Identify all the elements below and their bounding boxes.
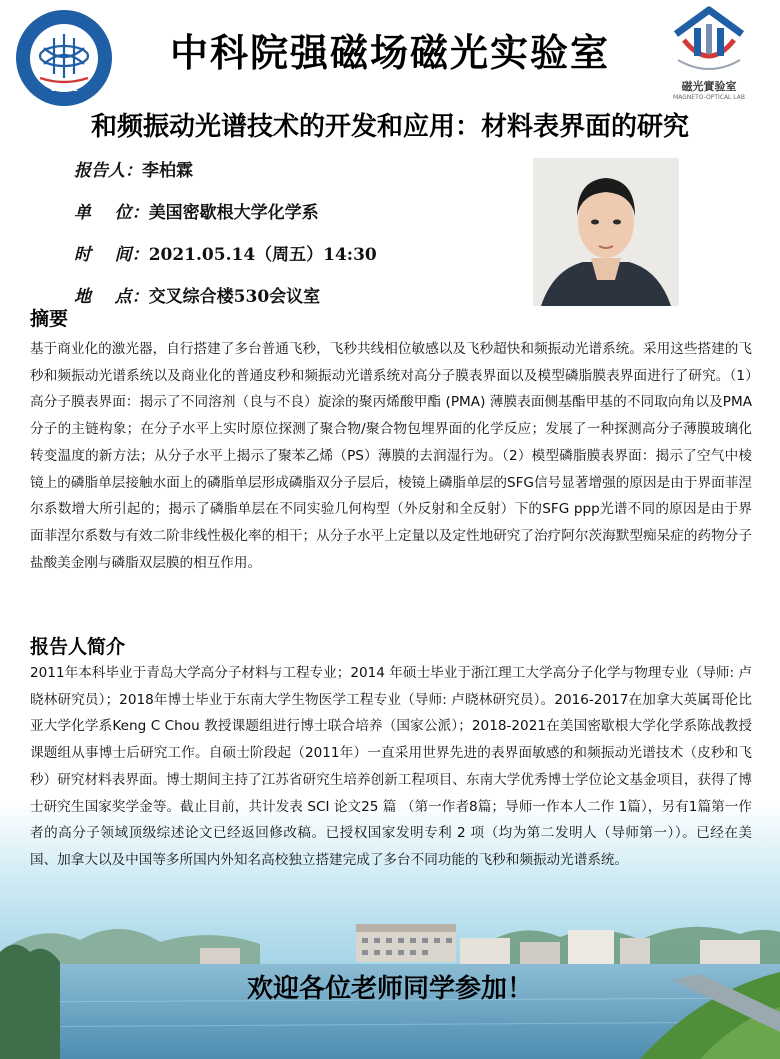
magneto-optical-lab-label: 磁光實验室 [681,80,737,93]
chmfl-logo [14,8,114,108]
magneto-optical-lab-sub: MAGNETO-OPTICAL LAB [672,94,745,101]
speaker-photo [533,158,679,306]
speaker-name: 李柏霖 [142,161,193,181]
unit-label: 单 位： [74,203,149,223]
time-row [74,240,377,265]
place-label: 地 点： [74,287,149,307]
talk-title: 和频振动光谱技术的开发和应用：材料表界面的研究 [90,112,689,142]
time-label: 时 间： [74,245,149,265]
abstract-text: 基于商业化的激光器，自行搭建了多台普通飞秒，飞秒共线相位敏感以及飞秒超快和频振动光谱系统。采用这些搭建的飞秒和频振动光谱系统以及商业化的普通皮秒和频振动光谱系统对高分子膜表界面以及模型磷脂膜表界面进行了研究。（1）高分子膜表界面：揭示了不同溶剂（良与不良）旋涂的聚丙烯酸甲酯 (PMA) 薄膜表面侧基酯甲基的不同取向角以及PMA分子的主链构象；在分子水平上实时原位探测了聚合物/聚合物包埋界面的化学反应；发展了一种探测高分子薄膜玻璃化转变温度的新方法；从分子水平上揭示了聚苯乙烯（PS）薄膜的去润湿行为。（2）模型磷脂膜表界面：揭示了空气中棱镜上的磷脂单层接触水面上的磷脂单层形成磷脂双分子层后，棱镜上磷脂单层的SFG信号显著增强的原因是由于界面菲涅尔系数增大所引起的；揭示了磷脂单层在不同实验几何构型（外反射和全反射）下的SFG ppp光谱不同的原因是由于界面菲涅尔系数与有效二阶非线性极化率的相干；从分子水平上定量以及定性地研究了治疗阿尔茨海默型痴呆症的药物分子盐酸美金刚与磷脂双层膜的相互作用。 [30,341,752,571]
welcome-message: 欢迎各位老师同学参加！ [246,974,533,1004]
unit-value: 美国密歇根大学化学系 [148,203,319,223]
magneto-optical-lab-logo [664,4,754,104]
unit-row [74,198,319,223]
time-value: 2021.05.14（周五）14:30 [148,245,377,265]
speaker-label: 报告人： [74,161,142,181]
place-row [74,282,320,307]
place-value: 交叉综合楼530会议室 [148,287,321,307]
speaker-row [74,156,193,181]
house-magnet-icon [664,4,754,76]
chmfl-logo-abbr: CHMFL [50,85,78,93]
bio-heading: 报告人简介 [30,636,126,658]
abstract-heading: 摘要 [30,308,69,330]
lab-title: 中科院强磁场磁光实验室 [169,31,610,75]
bio-text: 2011年本科毕业于青岛大学高分子材料与工程专业；2014 年硕士毕业于浙江理工大学高分子化学与物理专业（导师: 卢晓林研究员）；2018年博士毕业于东南大学生物医学工程专业（导师: 卢晓林研究员）。2016-2017在加拿大英属哥伦比亚大学化学系Keng C Chou 教授课题组进行博士联合培养（国家公派）；2018-2021在美国密歇根大学化学系陈战教授课题组从事博士后研究工作。自硕士阶段起（2011年）一直采用世界先进的表界面敏感的和频振动光谱技术（皮秒和飞秒）研究材料表界面。博士期间主持了江苏省研究生培养创新工程项目、东南大学优秀博士学位论文基金项目，获得了博士研究生国家奖学金等。截止目前，共计发表 SCI 论文25 篇 （第一作者8篇；导师一作本人二作 1篇），另有1篇第一作者的高分子领域顶级综述论文已经返回修改稿。已授权国家发明专利 2 项（均为第二发明人（导师第一））。已经在美国、加拿大以及中国等多所国内外知名高校独立搭建完成了多台不同功能的飞秒和频振动光谱系统。 [30,665,752,868]
